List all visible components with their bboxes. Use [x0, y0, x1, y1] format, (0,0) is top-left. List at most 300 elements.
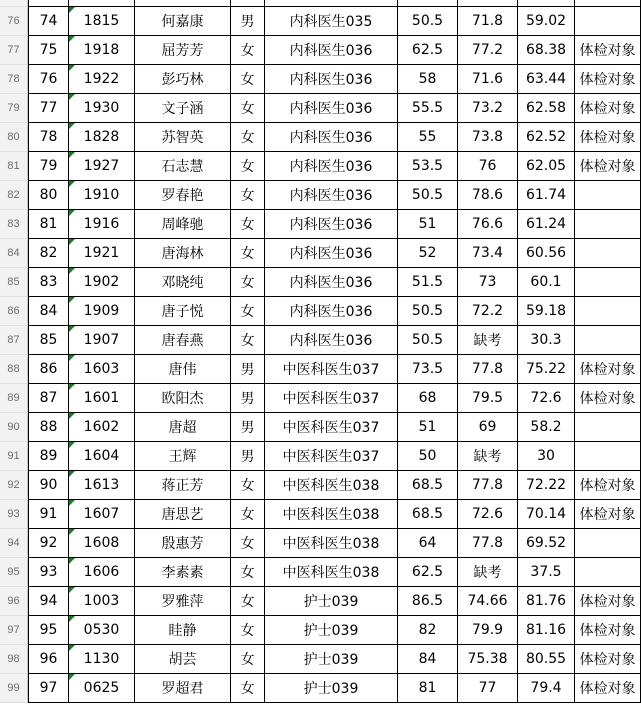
cell-sex[interactable] [231, 297, 265, 326]
cell-name[interactable] [135, 616, 231, 645]
cell-sex[interactable] [231, 558, 265, 587]
cell-name[interactable] [135, 500, 231, 529]
cell-name[interactable] [135, 152, 231, 181]
cell-sex-text: 女 [240, 623, 255, 639]
cell-id[interactable] [69, 326, 135, 355]
row-header[interactable]: 79 [0, 94, 28, 123]
table-row[interactable] [28, 674, 636, 703]
cell-post[interactable] [265, 36, 398, 65]
cell-id[interactable] [69, 384, 135, 413]
cell-sex[interactable] [231, 500, 265, 529]
cell-post[interactable] [265, 616, 398, 645]
table-row[interactable] [28, 36, 636, 65]
row-header[interactable]: 77 [0, 36, 28, 65]
row-header[interactable]: 95 [0, 558, 28, 587]
cell-id[interactable] [69, 355, 135, 384]
cell-remark[interactable] [575, 94, 641, 123]
cell-name[interactable] [135, 471, 231, 500]
cell-interview-score[interactable] [458, 297, 518, 326]
cell-total-score[interactable] [518, 297, 575, 326]
cell-seq[interactable] [28, 616, 69, 645]
cell-written-score[interactable] [398, 7, 458, 36]
cell-interview-score[interactable] [458, 471, 518, 500]
cell-name[interactable] [135, 65, 231, 94]
cell-id[interactable] [69, 558, 135, 587]
row-header[interactable]: 93 [0, 500, 28, 529]
cell-seq[interactable] [28, 7, 69, 36]
cell-seq[interactable] [28, 123, 69, 152]
cell-total-score-text: 59.02 [525, 13, 567, 29]
cell-seq[interactable] [28, 471, 69, 500]
table-row[interactable] [28, 181, 614, 210]
cell-post[interactable] [265, 500, 398, 529]
cell-written-score[interactable] [398, 181, 458, 210]
table-row[interactable] [28, 471, 636, 500]
cell-sex-text: 女 [240, 652, 255, 668]
cell-written-score[interactable] [398, 442, 458, 471]
cell-post[interactable] [265, 94, 398, 123]
cell-id[interactable] [69, 152, 135, 181]
cell-total-score[interactable] [518, 587, 575, 616]
cell-total-score[interactable] [518, 36, 575, 65]
cell-written-score[interactable] [398, 239, 458, 268]
cell-total-score[interactable] [518, 123, 575, 152]
table-row[interactable] [28, 587, 636, 616]
cell-id[interactable] [69, 65, 135, 94]
cell-interview-score[interactable] [458, 442, 518, 471]
cell-total-score[interactable] [518, 645, 575, 674]
cell-total-score[interactable] [518, 181, 575, 210]
row-header[interactable]: 81 [0, 152, 28, 181]
table-row[interactable] [28, 442, 614, 471]
cell-remark[interactable] [575, 123, 641, 152]
cell-total-score-text: 62.52 [525, 129, 567, 145]
cell-sex[interactable] [231, 674, 265, 703]
cell-remark[interactable] [575, 65, 641, 94]
cell-interview-score[interactable] [458, 326, 518, 355]
cell-name[interactable] [135, 94, 231, 123]
cell[interactable] [575, 0, 641, 7]
cell-sex-text: 男 [240, 420, 255, 436]
cell-remark[interactable] [575, 210, 641, 239]
cell-sex[interactable] [231, 587, 265, 616]
table-row[interactable] [28, 297, 614, 326]
cell-written-score[interactable] [398, 529, 458, 558]
cell-sex[interactable] [231, 529, 265, 558]
cell-remark[interactable] [575, 413, 641, 442]
cell-total-score[interactable] [518, 355, 575, 384]
cell-sex[interactable] [231, 384, 265, 413]
cell-written-score[interactable] [398, 413, 458, 442]
cell-name[interactable] [135, 674, 231, 703]
table-row[interactable] [28, 558, 614, 587]
row-header[interactable]: 90 [0, 413, 28, 442]
cell-sex[interactable] [231, 36, 265, 65]
table-row[interactable] [28, 123, 636, 152]
cell-remark[interactable] [575, 268, 641, 297]
cell-sex-text: 女 [240, 217, 255, 233]
cell-remark[interactable] [575, 355, 641, 384]
cell-post[interactable] [265, 674, 398, 703]
cell-sex-text: 女 [240, 101, 255, 117]
cell-remark[interactable] [575, 471, 641, 500]
cell-sex[interactable] [231, 471, 265, 500]
cell-seq[interactable] [28, 442, 69, 471]
cell-total-score[interactable] [518, 500, 575, 529]
cell-total-score[interactable] [518, 442, 575, 471]
cell-sex[interactable] [231, 7, 265, 36]
table-row[interactable] [28, 65, 636, 94]
cell-id[interactable] [69, 210, 135, 239]
cell-name[interactable] [135, 181, 231, 210]
row-header[interactable]: 76 [0, 7, 28, 36]
cell-post-text: 内科医生036 [289, 188, 373, 204]
cell-id[interactable] [69, 471, 135, 500]
cell-id[interactable] [69, 413, 135, 442]
cell-name[interactable] [135, 355, 231, 384]
cell-id-text: 1907 [83, 332, 120, 348]
number-as-text-indicator-icon [69, 384, 75, 390]
cell-sex-text: 女 [240, 275, 255, 291]
cell-total-score-text: 81.76 [525, 593, 567, 609]
cell-interview-score[interactable] [458, 152, 518, 181]
cell-written-score[interactable] [398, 123, 458, 152]
cell-interview-score[interactable] [458, 587, 518, 616]
cell-post[interactable] [265, 558, 398, 587]
cell-written-score[interactable] [398, 500, 458, 529]
table-row[interactable] [28, 355, 636, 384]
cell-id[interactable] [69, 587, 135, 616]
cell-remark[interactable] [575, 239, 641, 268]
cell-interview-score[interactable] [458, 558, 518, 587]
cell[interactable] [518, 0, 575, 7]
cell-id[interactable] [69, 616, 135, 645]
cell-written-score[interactable] [398, 94, 458, 123]
cell-total-score[interactable] [518, 239, 575, 268]
cell-interview-score[interactable] [458, 674, 518, 703]
table-row[interactable] [28, 500, 636, 529]
cell-written-score[interactable] [398, 210, 458, 239]
cell-name[interactable] [135, 384, 231, 413]
cell-total-score[interactable] [518, 529, 575, 558]
cell-sex[interactable] [231, 123, 265, 152]
cell-sex[interactable] [231, 210, 265, 239]
cell-seq[interactable] [28, 181, 69, 210]
cell-name[interactable] [135, 268, 231, 297]
cell-total-score[interactable] [518, 94, 575, 123]
row-header[interactable]: 97 [0, 616, 28, 645]
cell-interview-score[interactable] [458, 355, 518, 384]
number-as-text-indicator-icon [69, 7, 75, 13]
cell-post[interactable] [265, 210, 398, 239]
cell-remark[interactable] [575, 297, 641, 326]
cell-interview-score[interactable] [458, 500, 518, 529]
cell-total-score[interactable] [518, 558, 575, 587]
cell-id[interactable] [69, 94, 135, 123]
row-header[interactable]: 92 [0, 471, 28, 500]
cell-interview-score[interactable] [458, 210, 518, 239]
cell-name[interactable] [135, 123, 231, 152]
cell-interview-score[interactable] [458, 7, 518, 36]
cell-post[interactable] [265, 645, 398, 674]
cell-name[interactable] [135, 442, 231, 471]
table-row[interactable] [28, 94, 636, 123]
cell-total-score-text: 72.6 [530, 390, 562, 406]
cell-post[interactable] [265, 384, 398, 413]
cell-seq[interactable] [28, 384, 69, 413]
cell-written-score[interactable] [398, 471, 458, 500]
cell-id[interactable] [69, 645, 135, 674]
cell-sex[interactable] [231, 65, 265, 94]
cell-total-score[interactable] [518, 616, 575, 645]
row-header[interactable]: 94 [0, 529, 28, 558]
cell[interactable] [265, 0, 398, 7]
cell-post[interactable] [265, 268, 398, 297]
table-row[interactable] [28, 152, 636, 181]
row-header[interactable] [0, 0, 28, 7]
number-as-text-indicator-icon [69, 297, 75, 303]
cell-written-score[interactable] [398, 587, 458, 616]
table-row[interactable] [28, 210, 614, 239]
cell-interview-score[interactable] [458, 413, 518, 442]
cell-id[interactable] [69, 123, 135, 152]
cell-remark[interactable] [575, 36, 641, 65]
cell-seq[interactable] [28, 239, 69, 268]
cell-post[interactable] [265, 297, 398, 326]
cell-seq[interactable] [28, 355, 69, 384]
cell-seq[interactable] [28, 500, 69, 529]
cell-seq[interactable] [28, 587, 69, 616]
cell-seq[interactable] [28, 674, 69, 703]
cell-sex[interactable] [231, 152, 265, 181]
cell-interview-score[interactable] [458, 616, 518, 645]
cell-remark[interactable] [575, 181, 641, 210]
cell[interactable] [231, 0, 265, 7]
cell-written-score[interactable] [398, 384, 458, 413]
cell-seq[interactable] [28, 36, 69, 65]
cell-name[interactable] [135, 587, 231, 616]
cell-sex[interactable] [231, 181, 265, 210]
cell-seq[interactable] [28, 152, 69, 181]
table-row-partial[interactable] [28, 0, 614, 7]
cell-interview-score-text: 77.8 [471, 535, 504, 551]
cell-post[interactable] [265, 7, 398, 36]
cell-seq[interactable] [28, 529, 69, 558]
cell-sex[interactable] [231, 268, 265, 297]
cell-remark[interactable] [575, 326, 641, 355]
cell-id[interactable] [69, 500, 135, 529]
cell[interactable] [28, 0, 69, 7]
table-row[interactable] [28, 326, 614, 355]
cell-post[interactable] [265, 355, 398, 384]
cell-remark[interactable] [575, 152, 641, 181]
cell-seq[interactable] [28, 558, 69, 587]
cell-name[interactable] [135, 7, 231, 36]
table-row[interactable] [28, 413, 614, 442]
cell-written-score[interactable] [398, 36, 458, 65]
cell-id[interactable] [69, 674, 135, 703]
cell-sex[interactable] [231, 239, 265, 268]
cell-remark[interactable] [575, 558, 641, 587]
cell-remark-text: 体检对象 [579, 623, 636, 639]
cell-remark[interactable] [575, 500, 641, 529]
cell-remark[interactable] [575, 442, 641, 471]
cell-total-score[interactable] [518, 471, 575, 500]
cell-written-score[interactable] [398, 645, 458, 674]
cell-name[interactable] [135, 36, 231, 65]
cell-interview-score[interactable] [458, 529, 518, 558]
cell-sex[interactable] [231, 645, 265, 674]
row-header[interactable]: 82 [0, 181, 28, 210]
cell-seq[interactable] [28, 65, 69, 94]
cell-interview-score[interactable] [458, 384, 518, 413]
cell-name[interactable] [135, 529, 231, 558]
table-row[interactable] [28, 616, 636, 645]
row-header[interactable]: 84 [0, 239, 28, 268]
cell-written-score[interactable] [398, 326, 458, 355]
cell-name[interactable] [135, 413, 231, 442]
cell-total-score[interactable] [518, 674, 575, 703]
table-row[interactable] [28, 529, 614, 558]
row-header[interactable]: 98 [0, 645, 28, 674]
row-header[interactable]: 80 [0, 123, 28, 152]
cell-interview-score[interactable] [458, 94, 518, 123]
cell-seq[interactable] [28, 326, 69, 355]
cell-total-score[interactable] [518, 210, 575, 239]
cell-post[interactable] [265, 442, 398, 471]
cell-name-text: 邓晓纯 [161, 275, 204, 291]
row-header[interactable]: 86 [0, 297, 28, 326]
cell-remark[interactable] [575, 7, 641, 36]
table-row[interactable] [28, 268, 614, 297]
cell-written-score[interactable] [398, 297, 458, 326]
cell-post[interactable] [265, 239, 398, 268]
cell-interview-score[interactable] [458, 123, 518, 152]
cell-remark[interactable] [575, 645, 641, 674]
cell-post[interactable] [265, 65, 398, 94]
cell[interactable] [69, 0, 135, 7]
cell-written-score[interactable] [398, 674, 458, 703]
cell-remark[interactable] [575, 616, 641, 645]
cell-id[interactable] [69, 529, 135, 558]
cell-seq-text: 82 [39, 245, 58, 261]
cell-sex[interactable] [231, 442, 265, 471]
cell-written-score[interactable] [398, 152, 458, 181]
cell-written-score[interactable] [398, 616, 458, 645]
cell-seq[interactable] [28, 210, 69, 239]
cell-post[interactable] [265, 123, 398, 152]
cell-interview-score[interactable] [458, 36, 518, 65]
cell-id[interactable] [69, 442, 135, 471]
cell-total-score[interactable] [518, 413, 575, 442]
cell-post[interactable] [265, 529, 398, 558]
table-row[interactable] [28, 239, 614, 268]
cell-written-score[interactable] [398, 558, 458, 587]
cell-seq[interactable] [28, 413, 69, 442]
cell-sex[interactable] [231, 413, 265, 442]
cell-post[interactable] [265, 152, 398, 181]
cell-interview-score[interactable] [458, 65, 518, 94]
cell-seq[interactable] [28, 297, 69, 326]
cell-id[interactable] [69, 7, 135, 36]
row-header[interactable]: 89 [0, 384, 28, 413]
cell-total-score-text: 79.4 [530, 680, 562, 696]
row-header[interactable]: 78 [0, 65, 28, 94]
table-row[interactable] [28, 7, 614, 36]
cell[interactable] [135, 0, 231, 7]
cell-post[interactable] [265, 471, 398, 500]
row-header[interactable]: 85 [0, 268, 28, 297]
table-row[interactable] [28, 384, 636, 413]
row-header[interactable]: 99 [0, 674, 28, 703]
cell-post[interactable] [265, 413, 398, 442]
cell-sex[interactable] [231, 355, 265, 384]
cell-name-text: 唐思艺 [161, 507, 204, 523]
cell-written-score-text: 62.5 [411, 564, 444, 580]
cell-written-score[interactable] [398, 65, 458, 94]
cell-sex[interactable] [231, 616, 265, 645]
cell-remark[interactable] [575, 674, 641, 703]
row-header[interactable]: 96 [0, 587, 28, 616]
cell-name[interactable] [135, 326, 231, 355]
cell-remark[interactable] [575, 384, 641, 413]
cell-name[interactable] [135, 645, 231, 674]
cell-name[interactable] [135, 210, 231, 239]
cell-id[interactable] [69, 268, 135, 297]
cell-interview-score[interactable] [458, 239, 518, 268]
cell-total-score[interactable] [518, 384, 575, 413]
cell-name[interactable] [135, 297, 231, 326]
row-header[interactable]: 87 [0, 326, 28, 355]
cell-total-score-text: 68.38 [525, 42, 567, 58]
cell-total-score-text: 61.74 [525, 187, 567, 203]
cell-name[interactable] [135, 239, 231, 268]
cell-post[interactable] [265, 326, 398, 355]
cell-seq[interactable] [28, 94, 69, 123]
cell-sex[interactable] [231, 94, 265, 123]
row-header[interactable]: 88 [0, 355, 28, 384]
cell-seq[interactable] [28, 645, 69, 674]
cell-id[interactable] [69, 181, 135, 210]
cell-written-score[interactable] [398, 355, 458, 384]
row-header[interactable]: 91 [0, 442, 28, 471]
cell-total-score[interactable] [518, 65, 575, 94]
table-row[interactable] [28, 645, 636, 674]
cell-interview-score[interactable] [458, 181, 518, 210]
cell-id[interactable] [69, 297, 135, 326]
cell-id[interactable] [69, 239, 135, 268]
cell-id[interactable] [69, 36, 135, 65]
cell-remark[interactable] [575, 587, 641, 616]
cell-post[interactable] [265, 181, 398, 210]
cell-total-score[interactable] [518, 268, 575, 297]
cell-post[interactable] [265, 587, 398, 616]
cell-sex-text: 女 [240, 507, 255, 523]
cell-name[interactable] [135, 558, 231, 587]
cell-total-score[interactable] [518, 326, 575, 355]
cell[interactable] [398, 0, 458, 7]
row-header[interactable]: 83 [0, 210, 28, 239]
cell-written-score[interactable] [398, 268, 458, 297]
cell-total-score[interactable] [518, 7, 575, 36]
cell-interview-score[interactable] [458, 645, 518, 674]
cell-interview-score[interactable] [458, 268, 518, 297]
cell-sex[interactable] [231, 326, 265, 355]
cell-remark[interactable] [575, 529, 641, 558]
cell-total-score[interactable] [518, 152, 575, 181]
cell[interactable] [458, 0, 518, 7]
cell-seq[interactable] [28, 268, 69, 297]
